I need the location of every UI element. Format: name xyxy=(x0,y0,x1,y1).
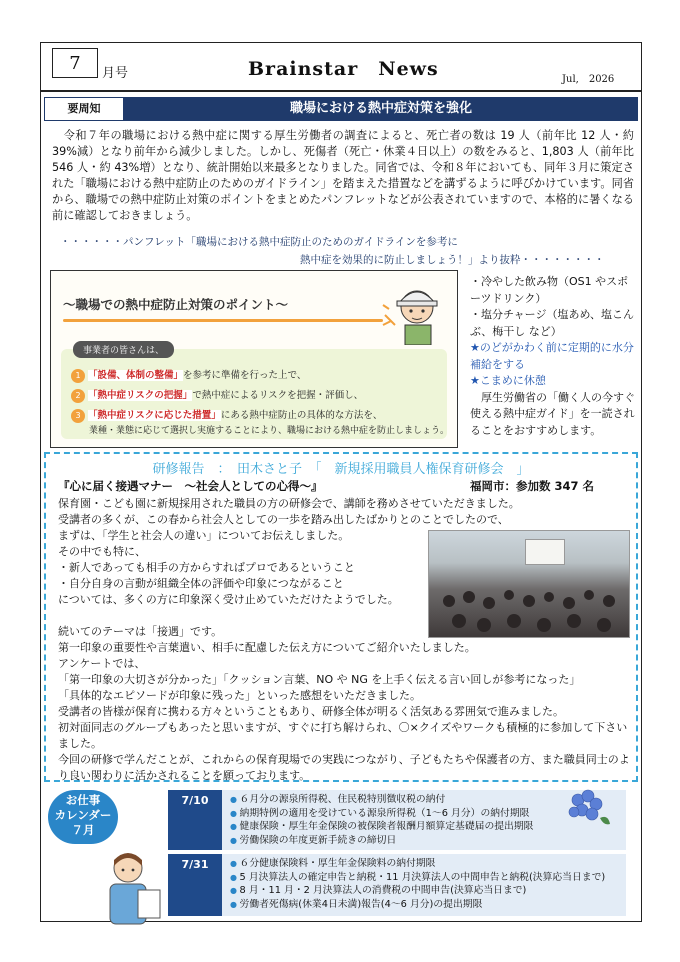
issue-date: Jul, 2026 xyxy=(562,74,615,85)
audience-illustration xyxy=(429,531,630,638)
training-line: 初対面同志のグループもあったと思いますが、すぐに打ち解けられ、〇×クイズやワークも積極的に参加して下さいました。 xyxy=(58,721,628,750)
pamphlet-line-1: ・・・・・・パンフレット「職場における熱中症防止のためのガイドラインを参考に xyxy=(60,236,458,248)
training-line: アンケートでは、 xyxy=(58,657,146,670)
heat-section-title: 職場における熱中症対策を強化 xyxy=(289,101,472,116)
training-body-part1 xyxy=(58,496,520,608)
calendar-badge-line: カレンダー xyxy=(54,808,112,822)
newsletter-title: Brainstar News xyxy=(248,58,439,80)
tip-item: 厚生労働省の「働く人の今すぐ使える熱中症ガイド」を一読されることをおすすめします。 xyxy=(470,390,635,437)
calendar-badge xyxy=(48,790,118,844)
training-line: 受講者の皆様が保育に携わる方々ということもあり、研修全体が明るく活気ある雰囲気で進みました。 xyxy=(58,705,564,718)
calendar-item: ● 納期特例の適用を受けている源泉所得税（1～6 月分）の納付期限 xyxy=(230,807,610,821)
poster-row-text: にある熱中症防止の具体的な方法を、 xyxy=(220,410,383,421)
month-number: 7 xyxy=(52,48,98,78)
calendar-item: ● ６分健康保険料・厚生年金保険料の納付期限 xyxy=(230,857,610,871)
poster-underline xyxy=(63,319,383,322)
poster-row-text: を参考に準備を行った上で、 xyxy=(183,370,307,381)
poster-row-highlight: 「熱中症リスクの把握」 xyxy=(88,390,193,401)
poster-row-text: で熱中症によるリスクを把握・評価し、 xyxy=(192,390,364,401)
training-line: 保育園・こども園に新規採用された職員の方の研修会で、講師を務めさせていただきました。 xyxy=(58,497,520,510)
training-line: 今回の研修で学んだことが、これからの保育現場での実践につながり、子どもたちや保護者の方、また職員同士のより良い関わりに活かされることを願っております。 xyxy=(58,753,630,782)
calendar-items xyxy=(230,793,610,847)
calendar-row xyxy=(168,854,626,916)
tip-item: ・塩分チャージ（塩あめ、塩こんぶ、梅干し など） xyxy=(470,308,635,338)
training-body-part2 xyxy=(58,624,634,784)
training-line: 受講者の多くが、この春から社会人としての一歩を踏み出したばかりとのことでしたので、 xyxy=(58,513,509,526)
poster-tag: 事業者の皆さんは、 xyxy=(73,341,174,358)
hydrangea-icon xyxy=(560,786,614,830)
heat-tag: 要周知 xyxy=(44,97,124,121)
header-divider xyxy=(40,90,642,92)
training-location: 福岡市：参加数 347 名 xyxy=(470,479,595,493)
calendar-badge-line: ７月 xyxy=(71,823,95,837)
training-subtitle: 『心に届く接遇マナー ～社会人としての心得～』 xyxy=(58,479,323,493)
poster-row-num: 1 xyxy=(71,369,85,383)
training-line: ・新人であっても相手の方からすればプロであるということ xyxy=(58,561,355,574)
calendar-row xyxy=(168,790,626,850)
poster-row-num: 2 xyxy=(71,389,85,403)
month-label: 月号 xyxy=(102,66,129,81)
poster-row xyxy=(71,407,382,423)
calendar-item: ● 労働者死傷病(休業4日未満)報告(4～6 月分)の提出期限 xyxy=(230,898,610,912)
training-line: 第一印象の重要性や言葉遣い、相手に配慮した伝え方についてご紹介いたしました。 xyxy=(58,641,476,654)
poster-title: ～職場での熱中症防止対策のポイント～ xyxy=(63,297,289,312)
calendar-item: ● 労働保険の年度更新手続きの締切日 xyxy=(230,834,610,848)
calendar-item: ● 健康保険・厚生年金保険の被保険者報酬月額算定基礎届の提出期限 xyxy=(230,820,610,834)
heat-tips-list xyxy=(470,274,636,439)
calendar-date: 7/10 xyxy=(168,790,222,850)
pamphlet-line-2: 熱中症を効果的に防止しましょう！」より抜粋・・・・・・・・ xyxy=(300,254,605,266)
calendar-badge-line: お仕事 xyxy=(65,793,101,807)
calendar-item: ● 8 月・11 月・2 月決算法人の消費税の中間申告(決算応当日まで) xyxy=(230,884,610,898)
calendar-item: ● 5 月決算法人の確定申告と納税・11 月決算法人の中間申告と納税(決算応当日まで) xyxy=(230,871,610,885)
training-line: その中でも特に、 xyxy=(58,545,146,558)
office-worker-illustration-icon xyxy=(92,846,172,926)
training-line: 続いてのテーマは「接遇」です。 xyxy=(58,625,223,638)
calendar-item: ● ６月分の源泉所得税、住民税特別徴収税の納付 xyxy=(230,793,610,807)
poster-last-line: 業種・業態に応じて選択し実施することにより、職場における熱中症を防止しましょう。 xyxy=(89,426,450,436)
training-line: 「第一印象の大切さが分かった」「クッション言葉、NO や NG を上手く伝える言い回しが参考になった」 xyxy=(58,673,581,686)
training-line: 「具体的なエピソードが印象に残った」といった感想をいただきました。 xyxy=(58,689,421,702)
heat-paragraph: 令和７年の職場における熱中症に関する厚生労働者の調査によると、死亡者の数は 19 人（前年比 12 人・約 39%減）となり前年から減少しました。しかし、死傷者（死亡・休業４日以上）の数をみると、1,803 人（前年比 546 人・約 43%増）となり、統計開始以来最多となりました。同省では、令和８年においても、同年３月に策定された「職場における熱中症防止のためのガイドライン」を踏まえた措置などを講ずるように呼びかけています。同省から、職場での熱中症防止対策のポイントをまとめたパンフレットなどが公表されていますので、本格的に暑くなる前に確認しておきましょう。 xyxy=(52,129,634,222)
poster-row xyxy=(71,387,363,403)
tip-item: ・冷やした飲み物（OS1 やスポーツドリンク） xyxy=(470,275,629,305)
heat-poster xyxy=(50,270,458,448)
tip-item: ★こまめに休憩 xyxy=(470,374,546,387)
seminar-photo xyxy=(428,530,630,638)
calendar-items xyxy=(230,857,610,911)
worker-illustration-icon xyxy=(381,275,453,345)
training-line: ・自分自身の言動が組織全体の評価や印象につながること xyxy=(58,577,344,590)
training-line: については、多くの方に印象深く受け止めていただけたようでした。 xyxy=(58,593,399,606)
calendar-date: 7/31 xyxy=(168,854,222,916)
poster-row-highlight: 「熱中症リスクに応じた措置」 xyxy=(88,410,221,421)
training-heading: 研修報告 ： 田木さと子 「 新規採用職員人権保育研修会 」 xyxy=(152,462,530,477)
poster-row-num: 3 xyxy=(71,409,85,423)
training-line: まずは、「学生と社会人の違い」についてお伝えしました。 xyxy=(58,529,350,542)
tip-item: ★のどがかわく前に定期的に水分補給をする xyxy=(470,341,634,371)
poster-row xyxy=(71,367,306,383)
poster-row-highlight: 「設備、体制の整備」 xyxy=(88,370,184,381)
